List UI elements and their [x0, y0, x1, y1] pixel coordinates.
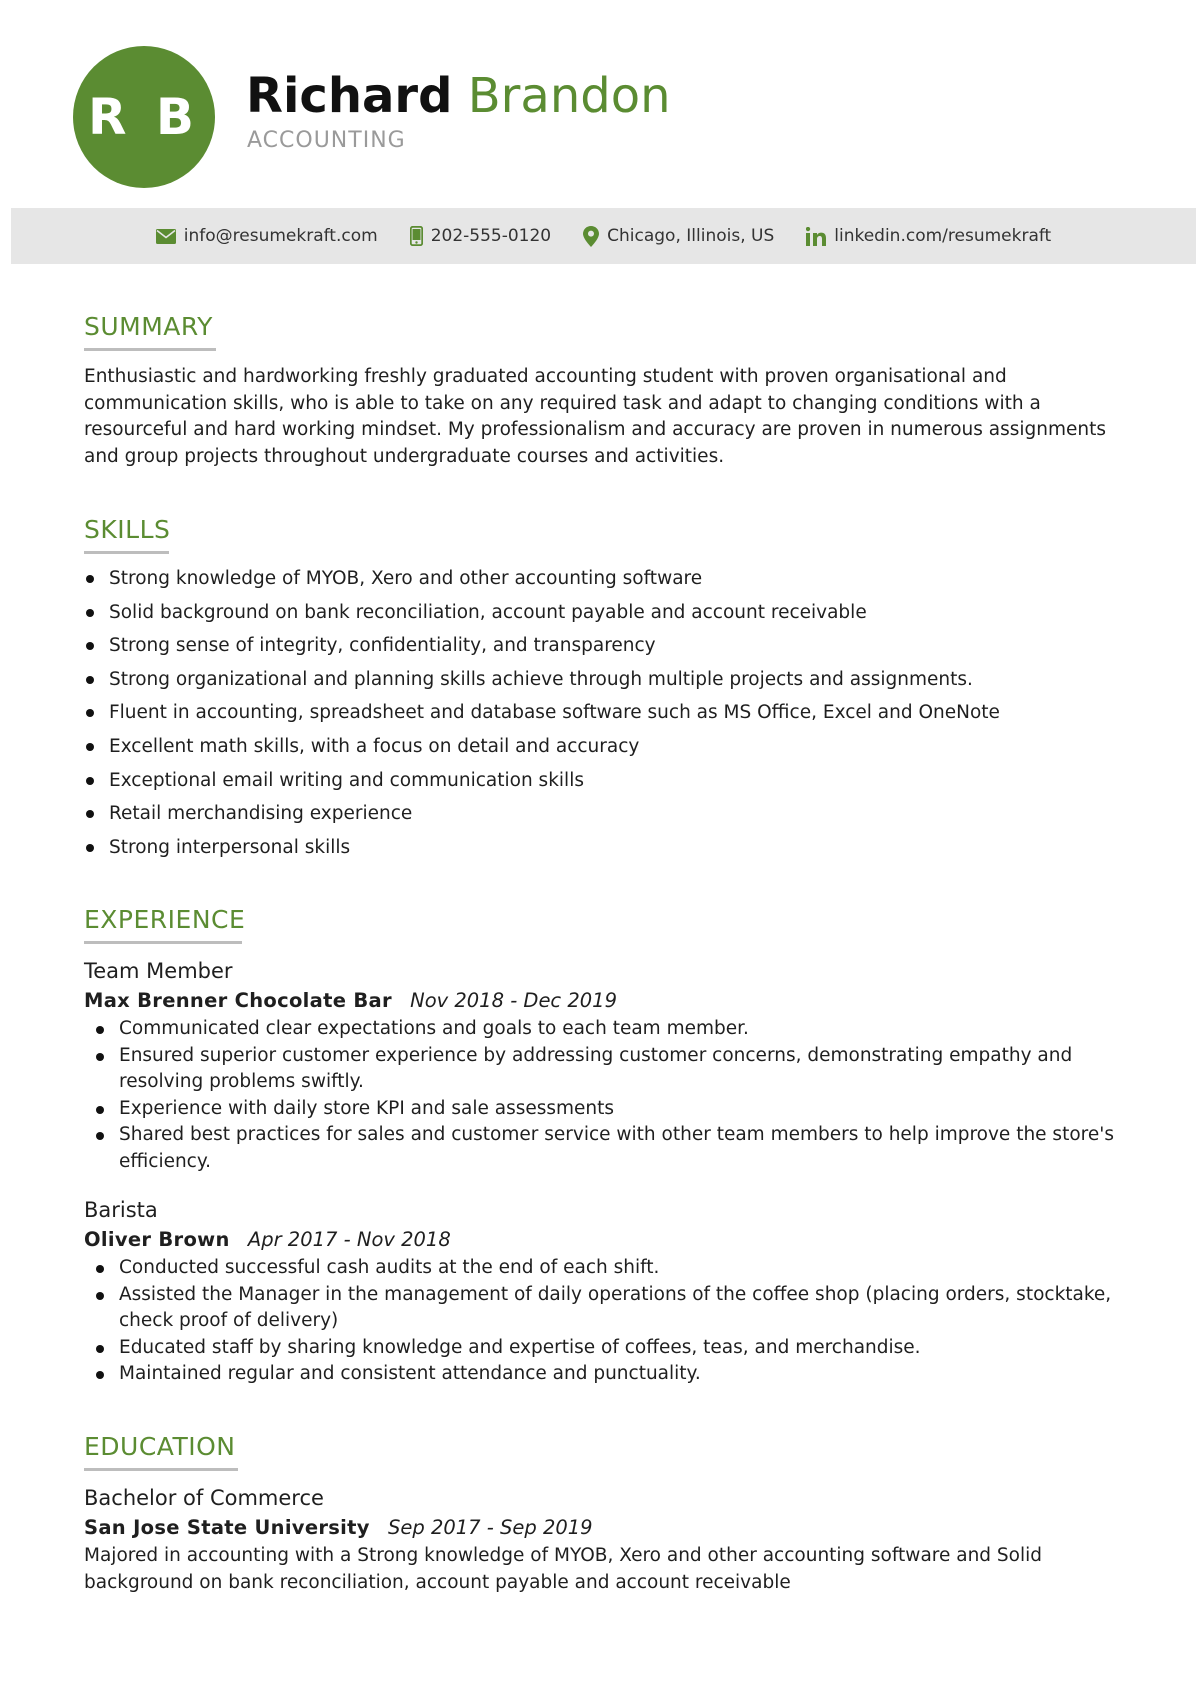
candidate-name: [246, 66, 671, 126]
contact-email[interactable]: [156, 226, 378, 246]
first-name: Richard: [246, 68, 453, 124]
summary-heading: SUMMARY: [84, 312, 213, 341]
job-dates: Apr 2017 - Nov 2018: [247, 1228, 451, 1251]
list-item: Exceptional email writing and communication skills: [84, 764, 1134, 798]
avatar: [73, 46, 215, 188]
job-dates: Nov 2018 - Dec 2019: [410, 989, 617, 1012]
list-item: Educated staff by sharing knowledge and expertise of coffees, teas, and merchandise.: [94, 1335, 1134, 1362]
job-company: Max Brenner Chocolate Bar: [84, 989, 392, 1012]
map-pin-icon: [583, 226, 599, 247]
list-item: Strong sense of integrity, confidentiality, and transparency: [84, 629, 1134, 663]
contact-phone[interactable]: [410, 226, 551, 246]
education-dates: Sep 2017 - Sep 2019: [388, 1516, 593, 1539]
education-school-line: [84, 1514, 593, 1542]
list-item: Solid background on bank reconciliation, account payable and account receivable: [84, 596, 1134, 630]
email-text: info@resumekraft.com: [183, 226, 378, 246]
candidate-role: ACCOUNTING: [247, 128, 406, 153]
list-item: Experience with daily store KPI and sale assessments: [94, 1096, 1134, 1123]
job-position: Team Member: [84, 959, 233, 983]
phone-text: 202-555-0120: [430, 226, 552, 246]
skills-heading: SKILLS: [84, 515, 171, 544]
envelope-icon: [156, 229, 176, 244]
list-item: Communicated clear expectations and goals to each team member.: [94, 1016, 1134, 1043]
experience-heading: EXPERIENCE: [84, 905, 246, 934]
linkedin-icon: [806, 227, 826, 246]
list-item: Strong interpersonal skills: [84, 831, 1134, 865]
job-company-line: [84, 987, 617, 1015]
list-item: Strong knowledge of MYOB, Xero and other accounting software: [84, 562, 1134, 596]
job-position: Barista: [84, 1198, 158, 1222]
education-school: San Jose State University: [84, 1516, 370, 1539]
list-item: Assisted the Manager in the management of daily operations of the coffee shop (placing orders, stocktake, check proof of delivery): [94, 1282, 1134, 1335]
job-bullets: [94, 1016, 1134, 1175]
job-company: Oliver Brown: [84, 1228, 230, 1251]
job-bullets: [94, 1255, 1134, 1388]
list-item: Strong organizational and planning skills achieve through multiple projects and assignments.: [84, 663, 1134, 697]
summary-text: Enthusiastic and hardworking freshly graduated accounting student with proven organisational and communication skills, who is able to take on any required task and adapt to changing conditions with a resourceful and hard working mindset. My professionalism and accuracy are proven in numerous assignments and group projects throughout undergraduate courses and activities.: [84, 366, 1107, 467]
list-item: Maintained regular and consistent attendance and punctuality.: [94, 1361, 1134, 1388]
list-item: Shared best practices for sales and customer service with other team members to help improve the store's efficiency.: [94, 1122, 1134, 1175]
contact-bar: [11, 208, 1196, 264]
linkedin-text: linkedin.com/resumekraft: [834, 226, 1052, 246]
list-item: Conducted successful cash audits at the end of each shift.: [94, 1255, 1134, 1282]
skills-rule: [84, 551, 169, 554]
education-degree: Bachelor of Commerce: [84, 1486, 324, 1510]
job-company-line: [84, 1226, 451, 1254]
avatar-initials: R B: [87, 88, 201, 146]
list-item: Fluent in accounting, spreadsheet and database software such as MS Office, Excel and OneNote: [84, 696, 1134, 730]
contact-linkedin[interactable]: [806, 226, 1051, 246]
list-item: Retail merchandising experience: [84, 797, 1134, 831]
last-name: Brandon: [467, 68, 671, 124]
education-rule: [84, 1468, 238, 1471]
skills-list: [84, 562, 1134, 864]
experience-rule: [84, 941, 242, 944]
location-text: Chicago, Illinois, US: [607, 226, 775, 246]
education-description: Majored in accounting with a Strong knowledge of MYOB, Xero and other accounting software and Solid background on bank reconciliation, account payable and account receivable: [84, 1545, 1043, 1593]
phone-icon: [410, 226, 423, 246]
list-item: Ensured superior customer experience by addressing customer concerns, demonstrating empathy and resolving problems swiftly.: [94, 1043, 1134, 1096]
summary-rule: [84, 348, 216, 351]
list-item: Excellent math skills, with a focus on detail and accuracy: [84, 730, 1134, 764]
contact-location: [583, 226, 774, 247]
education-heading: EDUCATION: [84, 1432, 236, 1461]
